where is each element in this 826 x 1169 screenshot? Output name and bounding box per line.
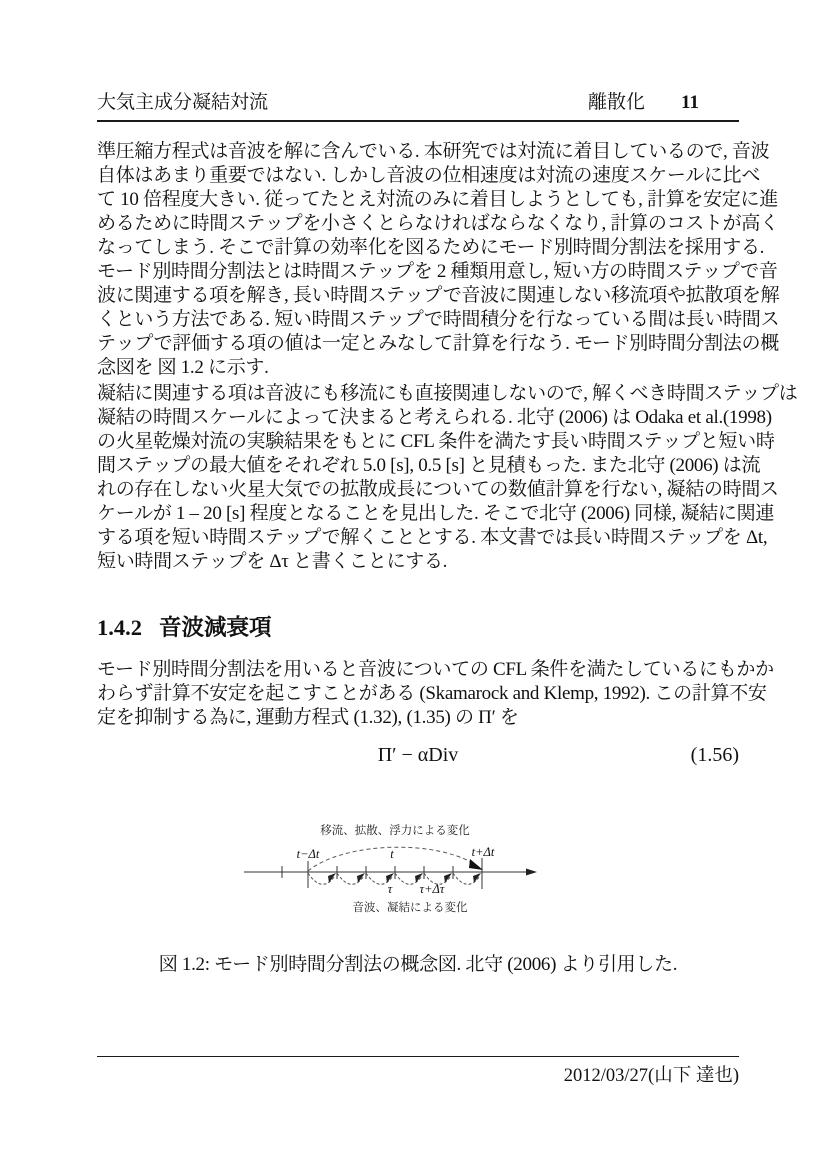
text-line: くという方法である. 短い時間ステップで時間積分を行なっている間は長い時間ス [97,309,780,330]
text-line: モード別時間分割法を用いると音波についての CFL 条件を満たしているにもかか [97,659,774,680]
running-head-section: 離散化 [588,92,646,113]
text-line: 念図を 図 1.2 に示す. [97,357,269,378]
section-number: 1.4.2 [97,615,142,640]
section-title: 音波減衰項 [159,615,272,640]
equation-row [97,744,739,770]
text-line: わらず計算不安定を起こすことがある (Skamarock and Klemp, 1992). この計算不安 [97,683,767,704]
text-line: めるために時間ステップを小さくとらなければならなくなり, 計算のコストが高く [97,213,779,234]
label-tau-plus-dtau: τ+Δτ [419,882,445,896]
text-line: モード別時間分割法とは時間ステップを 2 種類用意し, 短い方の時間ステップで音 [97,261,778,282]
text-line: 自体はあまり重要ではない. しかし音波の位相速度は対流の速度スケールに比べ [97,165,761,186]
figure-bottom-label: 音波、凝結による変化 [352,902,468,914]
paragraph-mode-splitting [97,140,780,380]
figure-caption: 図 1.2: モード別時間分割法の概念図. 北守 (2006) より引用した. [158,954,678,975]
text-line: の火星乾燥対流の実験結果をもとに CFL 条件を満たす長い時間ステップと短い時 [97,431,775,452]
axis-arrowhead-icon [526,869,537,876]
text-line: テップで評価する項の値は一定とみなして計算を行なう. モード別時間分割法の概 [97,333,779,354]
label-tau: τ [387,882,393,896]
text-line: 間ステップの最大値をそれぞれ 5.0 [s], 0.5 [s] と見積もった. また北守 (2006) は流 [97,455,761,476]
page-header [97,87,739,122]
text-line: て 10 倍程度大きい. 従ってたとえ対流のみに着目しようとしても, 計算を安定に進 [97,189,778,210]
text-line: 凝結の時間スケールによって決まると考えられる. 北守 (2006) は Odaka et al.(1998) [97,407,772,428]
label-t-plus-dt: t+Δt [471,845,495,859]
footer-rule [97,1056,739,1057]
text-line: 凝結に関連する項は音波にも移流にも直接関連しないので, 解くべき時間ステップは [97,383,798,404]
equation-number: (1.56) [690,744,739,766]
figure-mode-split-diagram [240,818,540,918]
timeline-diagram [240,818,540,918]
section-heading [97,610,272,642]
running-head-title: 大気主成分凝結対流 [97,92,269,113]
paragraph-sound-damping [97,658,774,730]
text-line: れの存在しない火星大気での拡散成長についての数値計算を行ない, 凝結の時間ス [97,479,779,500]
short-step-arrowhead-icon [473,873,481,883]
footer-date-author: 2012/03/27(山下 達也) [563,1066,739,1086]
text-line: ケールが 1 – 20 [s] 程度となることを見出した. そこで北守 (2006) 同様, 凝結に関連 [97,503,774,524]
text-line: する項を短い時間ステップで解くこととする. 本文書では長い時間ステップを Δt, [97,527,768,548]
figure-top-label: 移流、拡散、浮力による変化 [320,825,470,837]
label-t: t [390,847,394,861]
text-line: 波に関連する項を解き, 長い時間ステップで音波に関連しない移流項や拡散項を解 [97,285,780,306]
text-line: 定を抑制する為に, 運動方程式 (1.32), (1.35) の Π′ を [97,707,519,728]
long-step-arrowhead-icon [469,859,483,870]
label-t-minus-dt: t−Δt [296,847,320,861]
running-head-right [588,87,739,114]
equation-body: Π′ − αDiv [377,744,459,766]
short-step-arrowhead-icon [328,873,336,883]
text-line: 短い時間ステップを Δτ と書くことにする. [97,551,448,572]
short-step-arrowhead-icon [357,873,365,883]
short-step-arrowhead-icon [444,873,452,883]
text-line: 準圧縮方程式は音波を解に含んでいる. 本研究では対流に着目しているので, 音波 [97,141,770,162]
page-number: 11 [681,92,699,113]
text-line: なってしまう. そこで計算の効率化を図るためにモード別時間分割法を採用する. [97,237,765,258]
paragraph-condensation-timestep [97,382,798,574]
